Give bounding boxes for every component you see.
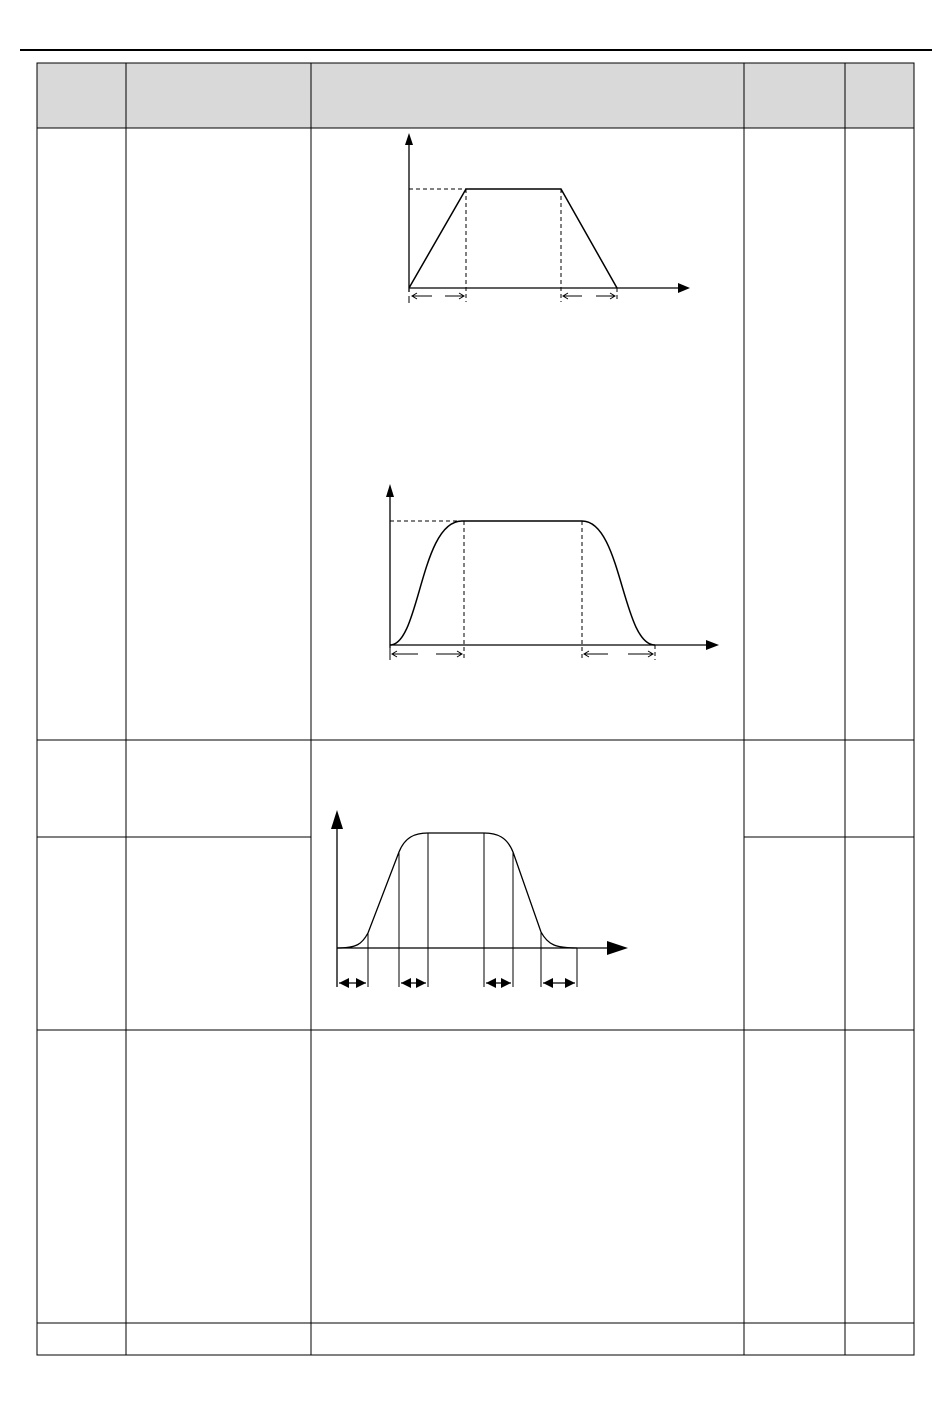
segment-time-arrows (339, 978, 575, 988)
y-axis-arrow-icon (331, 810, 343, 829)
s-segment-curve (337, 833, 577, 948)
x-axis-arrow-icon (607, 941, 628, 955)
